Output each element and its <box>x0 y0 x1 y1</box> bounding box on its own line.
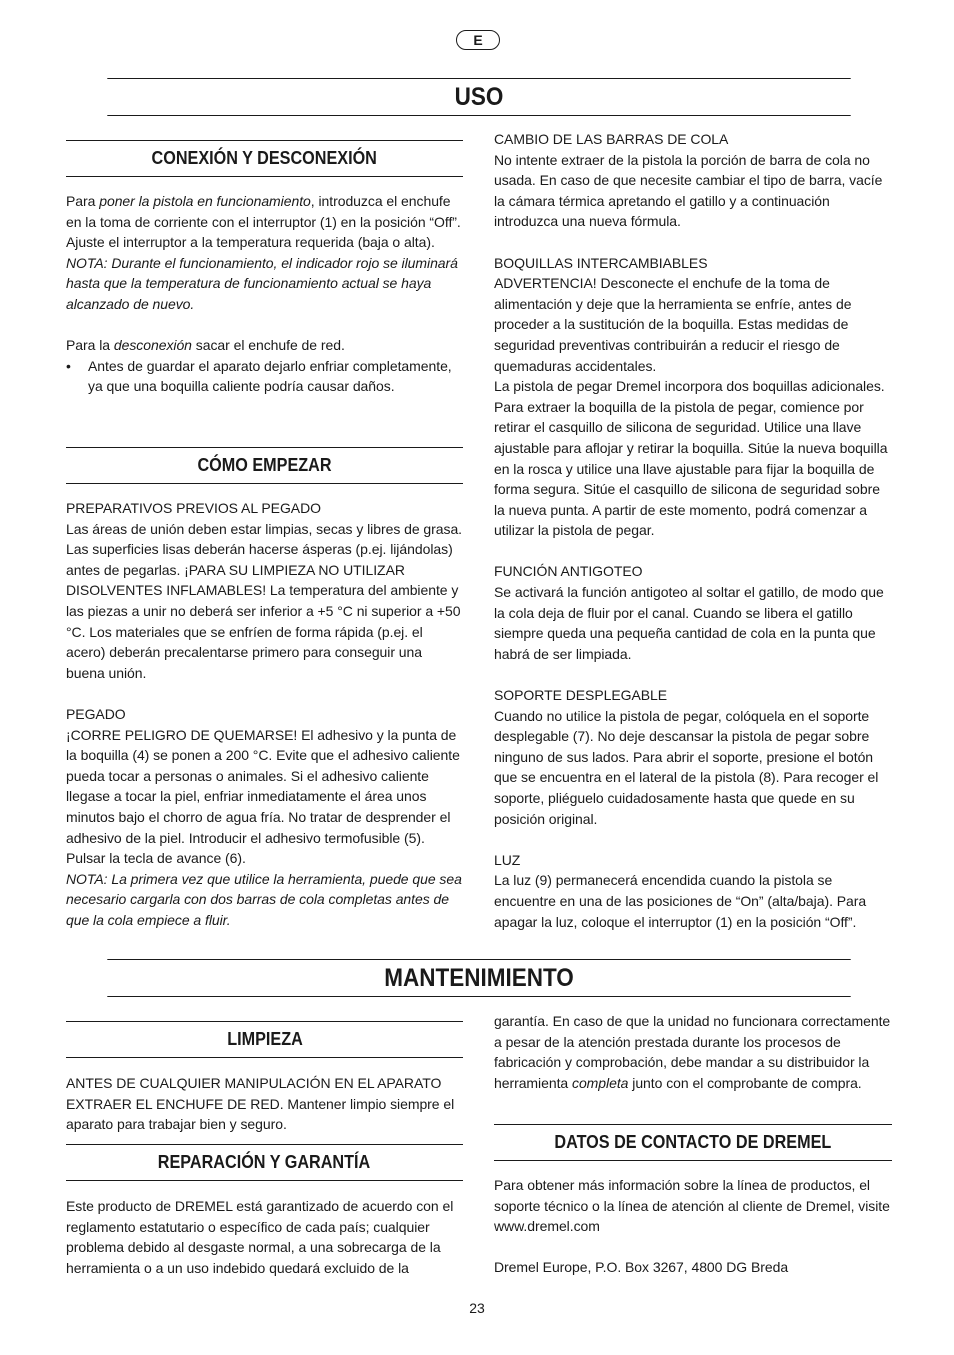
limpieza-body <box>66 1073 463 1135</box>
subsection-heading-contacto: DATOS DE CONTACTO DE DREMEL <box>494 1124 892 1161</box>
subsection-heading-empezar: CÓMO EMPEZAR <box>66 447 463 484</box>
pegado-note: NOTA: La primera vez que utilice la herramienta, puede que sea necesario cargarla con dos barras de cola completas antes de que la cola empiece a fluir. <box>66 870 462 928</box>
pegado-paragraph: ¡CORRE PELIGRO DE QUEMARSE! El adhesivo y la punta de la boquilla (4) se ponen a 200 °C. Evite que el adhesivo caliente pueda tocar a personas o animales. Si el adhesivo caliente llegase a tocar la piel, enfriar inmediatamente el área unos minutos bajo el chorro de agua fría. No tratar de desprender el adhesivo de la piel. Introducir el adhesivo termofusible (5). Pulsar la tecla de avance (6). <box>66 726 460 867</box>
contacto-address: Dremel Europe, P.O. Box 3267, 4800 DG Breda <box>494 1259 789 1276</box>
reparacion-continued <box>494 1011 892 1093</box>
reparacion-body <box>66 1196 463 1278</box>
conexion-body <box>66 191 463 397</box>
boquillas-warning: ADVERTENCIA! Desconecte el enchufe de la toma de alimentación y deje que la herramienta se enfríe, antes de proceder a la sustitución de la boquilla. Estas medidas de seguridad preventivas contribuirán a reducir el riesgo de quemaduras accidentales. <box>494 275 852 374</box>
page-number: 23 <box>469 1300 485 1316</box>
prep-paragraph: Las áreas de unión deben estar limpias, secas y libres de grasa. Las superficies lisas deberán hacerse ásperas (p.ej. lijándolas) antes de pegarlas. ¡PARA SU LIMPIEZA NO UTILIZAR DISOLVENTES INFLAMABLES! La temperatura del ambiente y las piezas a unir no deberá ser inferior a +5 °C ni superior a +50 °C. Los materiales que se enfríen de forma rápida (p.ej. el acero) deberán precalentarse primero para conseguir una buena unión. <box>66 520 463 681</box>
boquillas-paragraph: La pistola de pegar Dremel incorpora dos boquillas adicionales. Para extraer la boquilla de la pistola de pegar, comience por retirar el casquillo de silicona de seguridad. Utilice una llave ajustable para aflojar y retirar la boquilla. Sitúe la nueva boquilla en la rosca y utilice una llave ajustable para fijar la boquilla de forma segura. Sitúe el casquillo de silicona de seguridad sobre la nueva punta. A partir de este momento, podrá comenzar a utilizar la pistola de pegar. <box>494 378 888 539</box>
language-badge: E <box>456 30 500 50</box>
cambio-paragraph: No intente extraer de la pistola la porción de barra de cola no usada. En caso de que necesite cambiar el tipo de barra, vacíe la cámara térmica apretando el gatillo y a continuación introduzca una nueva fórmula. <box>494 151 883 230</box>
conexion-paragraph: Para poner la pistola en funcionamiento, introduzca el enchufe en la toma de corriente con el interruptor (1) en la posición “Off”. Ajuste el interruptor a la temperatura requerida (baja o alta). <box>66 193 461 251</box>
reparacion-continued-paragraph: garantía. En caso de que la unidad no funcionara correctamente a pesar de la atención prestada durante los procesos de fabricación y comprobación, debe mandar a su distribuidor la herramienta completa junto con el comprobante de compra. <box>494 1013 891 1091</box>
section-heading-mantenimiento: MANTENIMIENTO <box>107 959 850 997</box>
antigoteo-heading: FUNCIÓN ANTIGOTEO <box>494 563 643 580</box>
soporte-paragraph: Cuando no utilice la pistola de pegar, colóquela en el soporte desplegable (7). No deje descansar la pistola de pegar sobre ninguno de sus lados. Para abrir el soporte, presione el botón que se encuentra en el lateral de la pistola (8). Para recoger el soporte, pliéguelo cuidadosamente hasta que quede en su posición original. <box>494 707 879 827</box>
luz-heading: LUZ <box>494 851 521 868</box>
boquillas-heading: BOQUILLAS INTERCAMBIABLES <box>494 254 708 271</box>
contacto-body <box>494 1175 892 1278</box>
subsection-heading-conexion: CONEXIÓN Y DESCONEXIÓN <box>66 140 463 177</box>
subsection-heading-limpieza: LIMPIEZA <box>66 1021 463 1058</box>
subsection-heading-reparacion: REPARACIÓN Y GARANTÍA <box>66 1144 463 1181</box>
empezar-body <box>66 498 463 930</box>
antigoteo-paragraph: Se activará la función antigoteo al soltar el gatillo, de modo que la cola deja de fluir por el canal. Cuando se libera el gatillo siempre queda una pequeña cantidad de cola en la punta que habrá de ser limpiada. <box>494 584 884 662</box>
limpieza-paragraph: ANTES DE CUALQUIER MANIPULACIÓN EN EL APARATO EXTRAER EL ENCHUFE DE RED. Mantener limpio siempre el aparato para trabajar bien y seguro. <box>66 1075 455 1133</box>
cambio-heading: CAMBIO DE LAS BARRAS DE COLA <box>494 131 729 147</box>
right-column-body <box>494 129 892 932</box>
conexion-note: NOTA: Durante el funcionamiento, el indicador rojo se iluminará hasta que la temperatura de funcionamiento actual se haya alcanzado de nuevo. <box>66 254 458 312</box>
contacto-paragraph: Para obtener más información sobre la línea de productos, el soporte técnico o la línea de atención al cliente de Dremel, visite www.dremel.com <box>494 1177 890 1235</box>
luz-paragraph: La luz (9) permanecerá encendida cuando la pistola se encuentre en una de las posiciones de “On” (alta/baja). Para apagar la luz, coloque el interruptor (1) en la posición “Off”. <box>494 872 867 930</box>
reparacion-paragraph: Este producto de DREMEL está garantizado de acuerdo con el reglamento estatutario o específico de cada país; cualquier problema debido al desgaste normal, a una sobrecarga de la herramienta o a un uso indebido quedará excluido de la <box>66 1198 454 1276</box>
section-heading-uso: USO <box>107 78 850 116</box>
pegado-heading: PEGADO <box>66 705 126 722</box>
conexion-bullet: • Antes de guardar el aparato dejarlo enfriar completamente, ya que una boquilla caliente podría causar daños. <box>66 356 463 397</box>
soporte-heading: SOPORTE DESPLEGABLE <box>494 687 668 704</box>
prep-heading: PREPARATIVOS PREVIOS AL PEGADO <box>66 500 321 516</box>
desconexion-paragraph: Para la desconexión sacar el enchufe de red. <box>66 337 345 354</box>
